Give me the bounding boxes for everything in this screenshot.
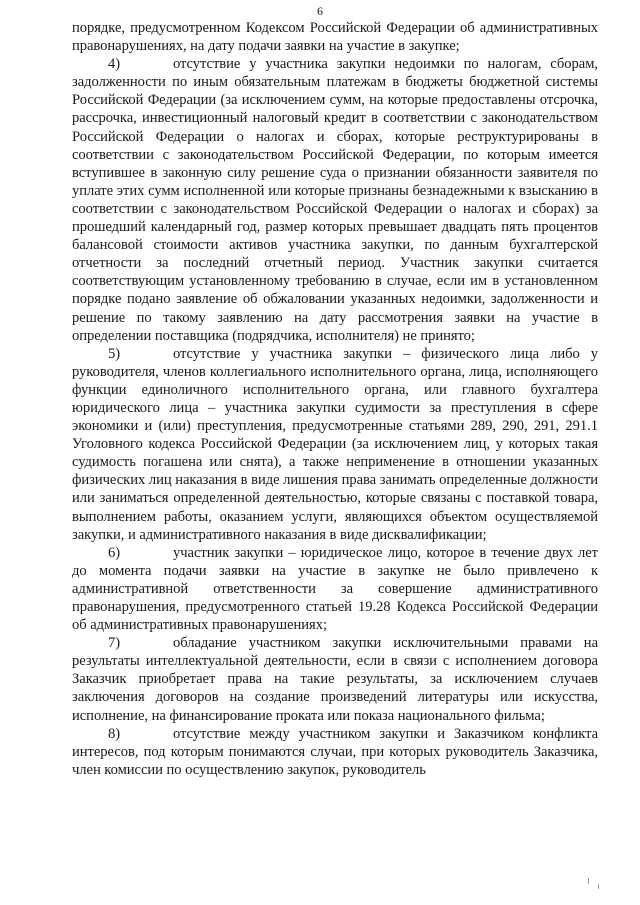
paragraph-text: отсутствие у участника закупки – физического лица либо у руководителя, членов коллегиального исполнительного органа, лица, исполняющего функции единоличного исполнительного органа, или главного бухгалтера юридического лица – участника закупки судимости за преступления в сфере экономики и (или) преступления, предусмотренные статьями 289, 290, 291, 291.1 Уголовного кодекса Российской Федерации (за исключением лиц, у которых такая судимость погашена или снята), а также неприменение в отношении указанных физических лиц наказания в виде лишения права занимать определенные должности или заниматься определенной деятельностью, которые связаны с поставкой товара, выполнением работы, оказанием услуги, являющихся объектом осуществляемой закупки, и административного наказания в виде дисквалификации;	[72, 345, 598, 543]
item-number: 4)	[108, 56, 121, 73]
paragraph-text: отсутствие у участника закупки недоимки по налогам, сборам, задолженности по иным обязательным платежам в бюджеты бюджетной системы Российской Федерации (за исключением сумм, на которые предоставлены отсрочка, рассрочка, инвестиционный налоговый кредит в соответствии с законодательством Российской Федерации о налогах и сборах, которые реструктурированы в соответствии с законодательством Российской Федерации, по которым имеется вступившее в законную силу решение суда о признании обязанности заявителя по уплате этих сумм исполненной или которые признаны безнадежными к взысканию в соответствии с законодательством Российской Федерации о налогах и сборах) за прошедший календарный год, размер которых превышает двадцать пять процентов балансовой стоимости активов участника закупки, по данным бухгалтерской отчетности за последний отчетный период. Участник закупки считается соответствующим установленному требованию в случае, если им в установленном порядке подано заявление об обжаловании указанных недоимки, задолженности и решение по такому заявлению на дату рассмотрения заявки на участие в определении поставщика (подрядчика, исполнителя) не принято;	[72, 56, 598, 344]
item-number: 6)	[108, 544, 121, 561]
paragraph-item-4	[72, 55, 598, 345]
paragraph-item-8	[72, 725, 598, 779]
paragraph-item-6	[72, 544, 598, 634]
paragraph-text: отсутствие между участником закупки и Заказчиком конфликта интересов, под которым понимаются случаи, при которых руководитель Заказчика, член комиссии по осуществлению закупок, руководитель	[72, 725, 598, 778]
paragraph-text: участник закупки – юридическое лицо, которое в течение двух лет до момента подачи заявки на участие в закупке не было привлечено к административной ответственности за совершение административного правонарушения, предусмотренного статьей 19.28 Кодекса Российской Федерации об административных правонарушениях;	[72, 544, 598, 634]
paragraph-item-7	[72, 634, 598, 724]
document-body	[72, 19, 598, 779]
page-number: 6	[317, 4, 323, 18]
paragraph-text: порядке, предусмотренном Кодексом Российской Федерации об административных правонарушениях, на дату подачи заявки на участие в закупке;	[72, 20, 598, 55]
paragraph-continuation	[72, 19, 598, 55]
paragraph-text: обладание участником закупки исключительными правами на результаты интеллектуальной деятельности, если в связи с исполнением договора Заказчик приобретает права на такие результаты, за исключением случаев заключения договоров на создание произведений литературы или искусства, исполнение, на финансирование проката или показа национального фильма;	[72, 635, 598, 724]
item-number: 8)	[108, 725, 121, 742]
item-number: 7)	[108, 635, 121, 652]
item-number: 5)	[108, 345, 121, 362]
scan-artifact-mark	[588, 878, 589, 884]
scan-artifact-mark	[598, 884, 599, 889]
paragraph-item-5	[72, 345, 598, 544]
